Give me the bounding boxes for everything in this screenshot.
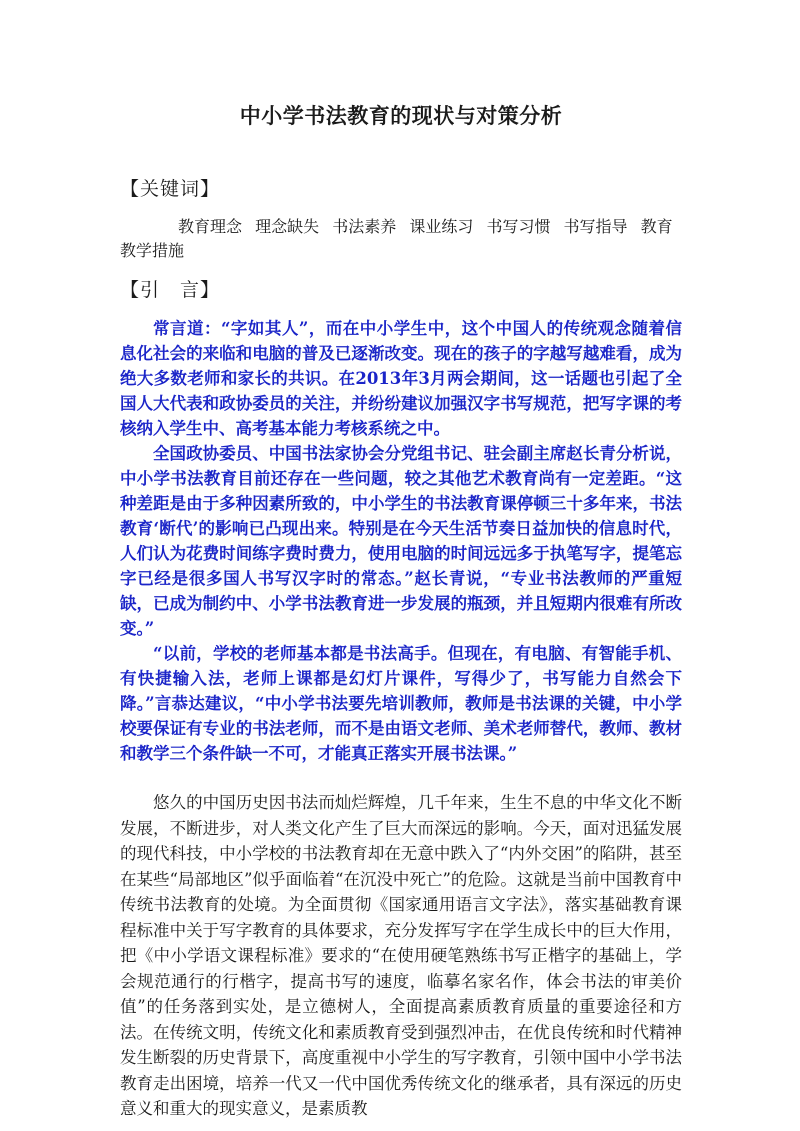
keyword: 教育理念 — [178, 217, 243, 236]
intro-heading: 【引 言】 — [120, 279, 221, 301]
keywords-heading: 【关键词】 — [120, 178, 221, 200]
keyword: 课业练习 — [409, 217, 474, 236]
keyword: 书写习惯 — [486, 217, 551, 236]
intro-paragraph: 全国政协委员、中国书法家协会分党组书记、驻会副主席赵长青分析说，中小学书法教育目前还存在一些问题，较之其他艺术教育尚有一定差距。“这种差距是由于多种因素所致的，中小学生的书法教育课停顿三十多年来，书法教育‘断代’的影响已凸现出来。特别是在今天生活节奏日益加快的信息时代，人们认为花费时间练字费时费力，使用电脑的时间远远多于执笔写字，提笔忘字已经是很多国人书写汉字时的常态。”赵长青说，“专业书法教师的严重短缺，已成为制约中、小学书法教育进一步发展的瓶颈，并且短期内很难有所改变。” — [120, 444, 682, 638]
keyword: 书写指导 — [563, 217, 628, 236]
intro-paragraph: “以前，学校的老师基本都是书法高手。但现在，有电脑、有智能手机、有快捷输入法，老师上课都是幻灯片课件，写得少了，书写能力自然会下降。”言恭达建议，“中小学书法要先培训教师，教师是书法课的关键，中小学校要保证有专业的书法老师，而不是由语文老师、美术老师替代，教师、教材和教学三个条件缺一不可，才能真正落实开展书法课。” — [120, 644, 682, 763]
document-title: 中小学书法教育的现状与对策分析 — [239, 103, 563, 128]
keyword: 书法素养 — [332, 217, 397, 236]
keywords-list — [120, 215, 682, 263]
intro-paragraph: 常言道：“字如其人”，而在中小学生中，这个中国人的传统观念随着信息化社会的来临和电脑的普及已逐渐改变。现在的孩子的字越写越难看，成为绝大多数老师和家长的共识。在2013年3月两会期间，这一话题也引起了全国人大代表和政协委员的关注，并纷纷建议加强汉字书写规范，把写字课的考核纳入学生中、高考基本能力考核系统之中。 — [120, 319, 682, 438]
body-paragraph: 悠久的中国历史因书法而灿烂辉煌，几千年来，生生不息的中华文化不断发展，不断进步，对人类文化产生了巨大而深远的影响。今天，面对迅猛发展的现代科技，中小学校的书法教育却在无意中跌入了“内外交困”的陷阱，甚至在某些“局部地区”似乎面临着“在沉没中死亡”的危险。这就是当前中国教育中传统书法教育的处境。为全面贯彻《国家通用语言文字法》，落实基础教育课程标准中关于写字教育的具体要求，充分发挥写字在学生成长中的巨大作用，把《中小学语文课程标准》要求的“在使用硬笔熟练书写正楷字的基础上，学会规范通行的行楷字，提高书写的速度，临摹名家名作，体会书法的审美价值”的任务落到实处，是立德树人，全面提高素质教育质量的重要途径和方法。在传统文明，传统文化和素质教育受到强烈冲击，在优良传统和时代精神发生断裂的历史背景下，高度重视中小学生的写字教育，引领中国中小学书法教育走出困境，培养一代又一代中国优秀传统文化的继承者，具有深远的历史意义和重大的现实意义，是素质教 — [120, 793, 682, 1118]
keyword: 理念缺失 — [255, 217, 320, 236]
keyword: 教育教学措施 — [120, 217, 673, 260]
